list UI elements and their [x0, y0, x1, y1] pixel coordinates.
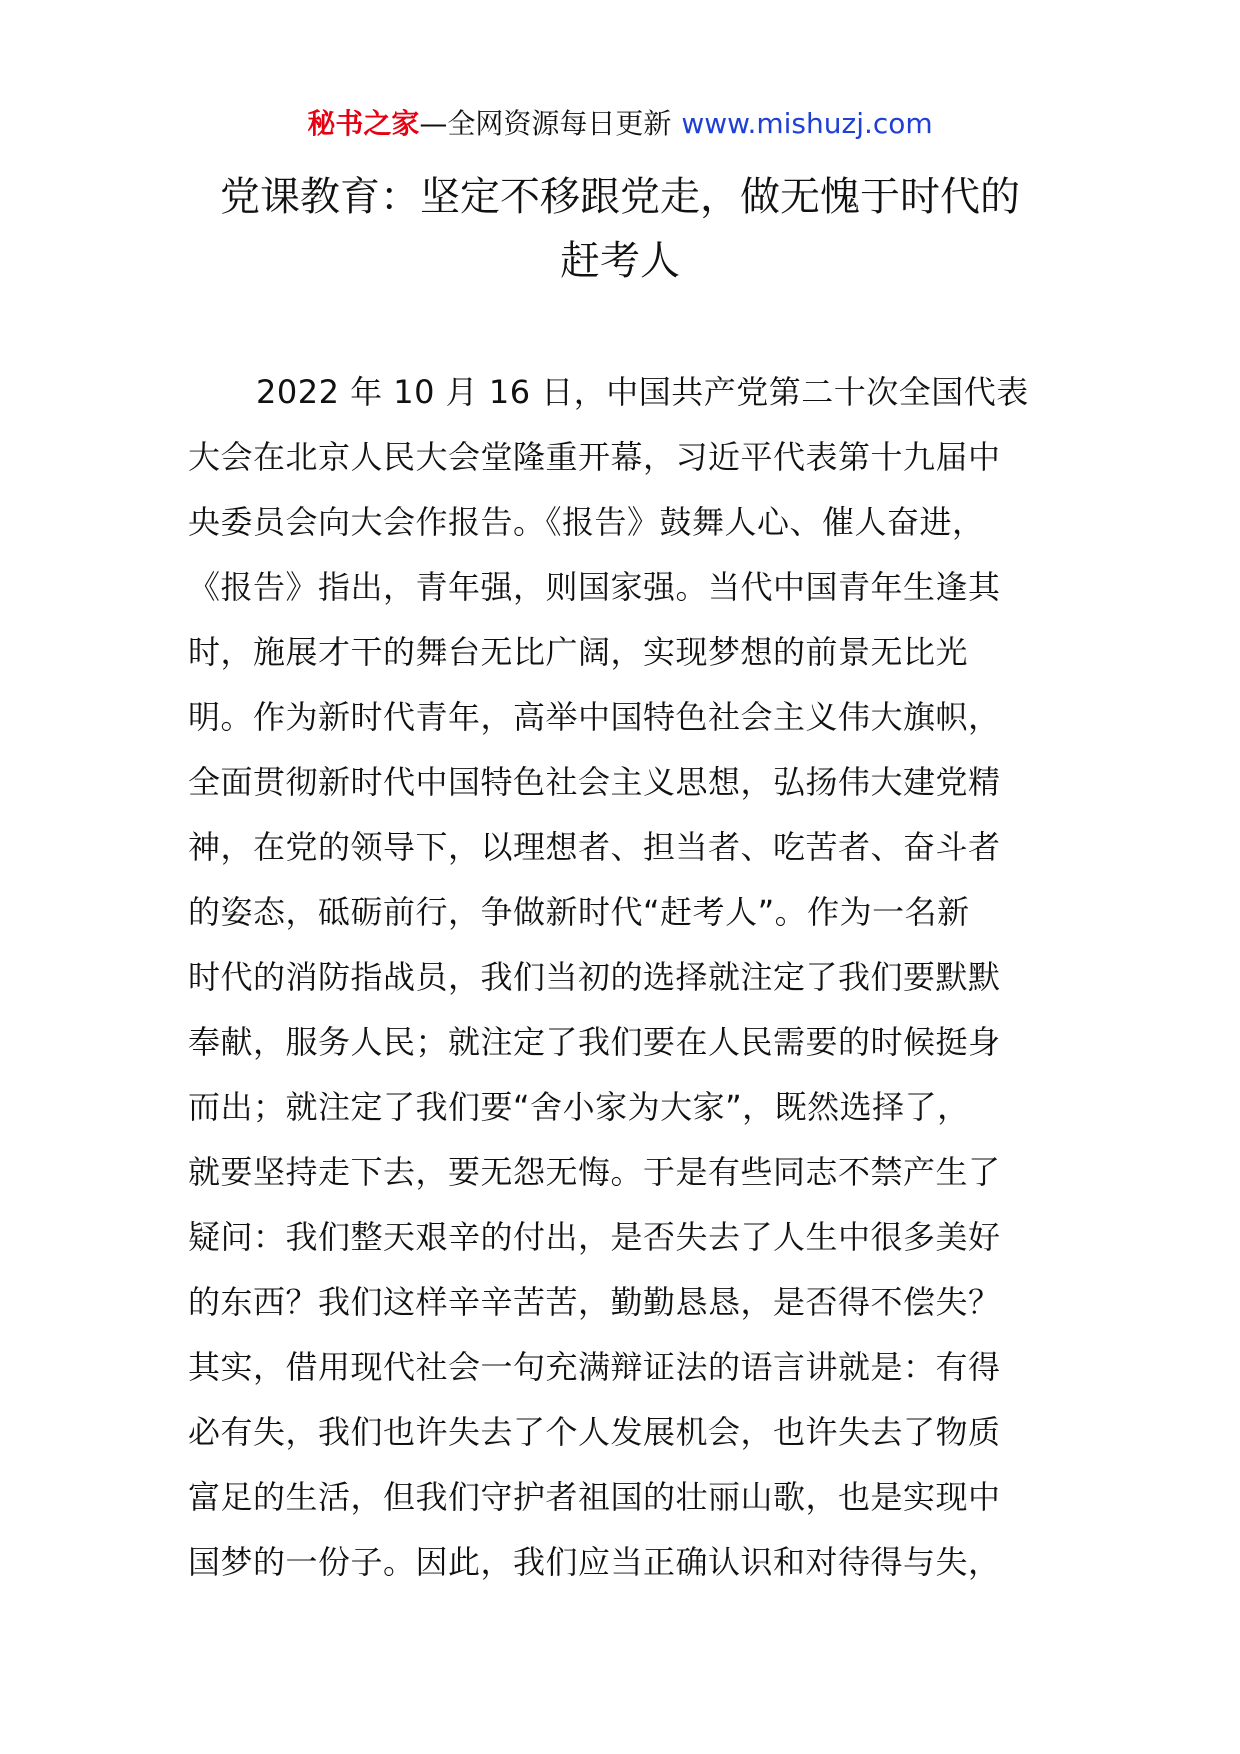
title-line-2: 赶考人 — [560, 238, 680, 284]
paragraph-line: 大会在北京人民大会堂隆重开幕，习近平代表第十九届中 — [188, 438, 1001, 476]
site-link[interactable]: www.mishuzj.com — [681, 107, 933, 140]
paragraph-line: 奉献，服务人民；就注定了我们要在人民需要的时候挺身 — [188, 1023, 1001, 1061]
paragraph-line: 而出；就注定了我们要“舍小家为大家”，既然选择了， — [188, 1088, 970, 1126]
site-header — [0, 104, 1240, 144]
title-line-1: 党课教育：坚定不移跟党走，做无愧于时代的 — [220, 174, 1020, 220]
paragraph-line: 的姿态，砥砺前行，争做新时代“赶考人”。作为一名新 — [188, 893, 970, 931]
paragraph-line: 央委员会向大会作报告。《报告》鼓舞人心、催人奋进， — [188, 503, 985, 541]
paragraph-line: 国梦的一份子。因此，我们应当正确认识和对待得与失， — [188, 1543, 1001, 1581]
paragraph-line: 其实，借用现代社会一句充满辩证法的语言讲就是：有得 — [188, 1348, 1001, 1386]
paragraph-line: 神，在党的领导下，以理想者、担当者、吃苦者、奋斗者 — [188, 828, 1001, 866]
paragraph-line: 2022 年 10 月 16 日，中国共产党第二十次全国代表 — [256, 373, 1029, 411]
paragraph-line: 时，施展才干的舞台无比广阔，实现梦想的前景无比光 — [188, 633, 969, 671]
brand-name: 秘书之家 — [307, 107, 420, 140]
paragraph-line: 就要坚持走下去，要无怨无悔。于是有些同志不禁产生了 — [188, 1153, 1001, 1191]
body-paragraph — [188, 360, 1053, 1595]
paragraph-line: 富足的生活，但我们守护者祖国的壮丽山歌，也是实现中 — [188, 1478, 1001, 1516]
document-title — [180, 165, 1060, 293]
paragraph-line: 的东西？我们这样辛辛苦苦，勤勤恳恳，是否得不偿失？ — [188, 1283, 1001, 1321]
paragraph-line: 《报告》指出，青年强，则国家强。当代中国青年生逢其 — [188, 568, 1001, 606]
paragraph-line: 时代的消防指战员，我们当初的选择就注定了我们要默默 — [188, 958, 1001, 996]
paragraph-line: 明。作为新时代青年，高举中国特色社会主义伟大旗帜， — [188, 698, 1001, 736]
paragraph-line: 必有失，我们也许失去了个人发展机会，也许失去了物质 — [188, 1413, 1001, 1451]
paragraph-line: 疑问：我们整天艰辛的付出，是否失去了人生中很多美好 — [188, 1218, 1001, 1256]
paragraph-line: 全面贯彻新时代中国特色社会主义思想，弘扬伟大建党精 — [188, 763, 1001, 801]
header-tagline: —全网资源每日更新 — [419, 107, 672, 140]
